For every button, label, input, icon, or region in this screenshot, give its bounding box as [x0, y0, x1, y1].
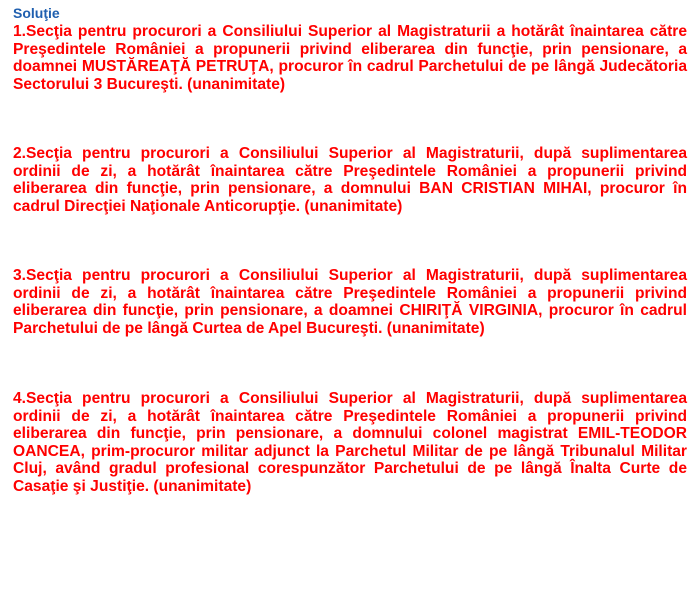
paragraph-2-text-before: 2.Secţia pentru procurori a Consiliului Superior al Magistraturii, după suplimentarea ordinii de zi, a hotărât înaintarea către Preşedintele României a propunerii privind eliberarea din funcţie, prin pensionare, a domnului	[13, 145, 687, 197]
solution-heading: Soluţie	[13, 5, 60, 21]
paragraph-2-person-name: BAN CRISTIAN MIHAI	[419, 180, 588, 197]
paragraph-spacer	[13, 337, 687, 390]
paragraph-4-person-name: EMIL-TEODOR OANCEA	[13, 425, 687, 460]
paragraph-3-person-name: CHIRIŢĂ VIRGINIA	[399, 302, 539, 319]
paragraph-2-text-after: , procuror în cadrul Direcţiei Naţionale Anticorupţie. (unanimitate)	[13, 180, 687, 215]
paragraph-3-text-before: 3.Secţia pentru procurori a Consiliului Superior al Magistraturii, după suplimentarea ordinii de zi, a hotărât înaintarea către Preşedintele României a propunerii privind eliberarea din funcţie, prin pensionare, a doamnei	[13, 267, 687, 319]
solution-paragraph-2	[13, 145, 687, 215]
solution-paragraph-1	[13, 23, 687, 93]
paragraph-1-text-after: , procuror în cadrul Parchetului de pe lângă Judecătoria Sectorului 3 Bucureşti. (unanimitate)	[13, 58, 687, 93]
paragraph-spacer	[13, 215, 687, 267]
solution-paragraph-3	[13, 267, 687, 337]
paragraph-4-text-after: , prim-procuror militar adjunct la Parchetul Militar de pe lângă Tribunalul Militar Cluj, având gradul profesional corespunzător Parchetului de pe lângă Înalta Curte de Casaţie şi Justiţie. (unanimitate)	[13, 442, 687, 495]
paragraph-1-person-name: MUSTĂREAŢĂ PETRUŢA	[81, 58, 270, 75]
solution-paragraph-4	[13, 390, 687, 495]
paragraph-1-text-before: 1.Secţia pentru procurori a Consiliului Superior al Magistraturii a hotărât înaintarea către Preşedintele României a propunerii privind eliberarea din funcţie, prin pensionare, a doamnei	[13, 23, 687, 75]
paragraph-4-text-before: 4.Secţia pentru procurori a Consiliului Superior al Magistraturii, după suplimentarea ordinii de zi, a hotărât înaintarea către Preşedintele României a propunerii privind eliberarea din funcţie, prin pensionare, a domnului colonel magistrat	[13, 390, 687, 442]
paragraph-spacer	[13, 93, 687, 145]
paragraph-3-text-after: , procuror în cadrul Parchetului de pe lângă Curtea de Apel Bucureşti. (unanimitate)	[13, 302, 687, 337]
document	[13, 5, 687, 495]
